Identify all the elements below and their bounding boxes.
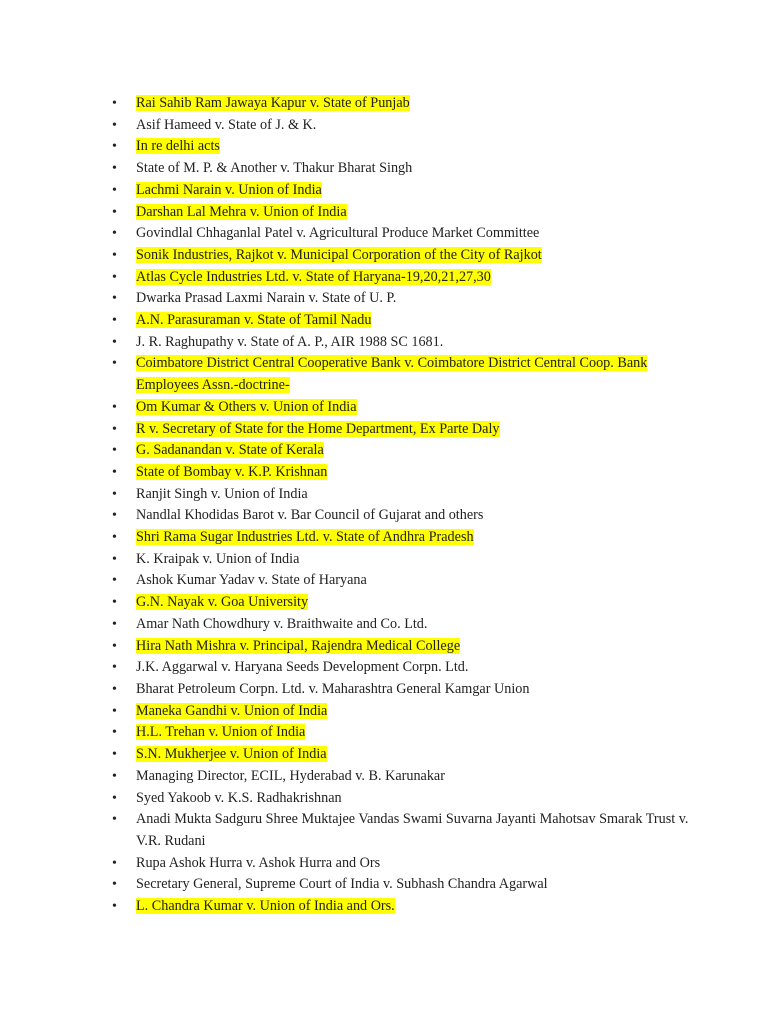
bullet-icon: • — [112, 421, 117, 437]
list-item — [112, 440, 712, 462]
bullet-icon: • — [112, 356, 117, 372]
list-item — [112, 310, 712, 332]
list-item — [112, 809, 696, 852]
list-item — [112, 853, 712, 875]
bullet-icon: • — [112, 334, 117, 350]
bullet-icon: • — [112, 768, 117, 784]
bullet-icon: • — [112, 530, 117, 546]
bullet-icon: • — [112, 269, 117, 285]
bullet-icon: • — [112, 638, 117, 654]
case-name: Rupa Ashok Hurra v. Ashok Hurra and Ors — [136, 854, 381, 871]
bullet-icon: • — [112, 508, 117, 524]
bullet-icon: • — [112, 681, 117, 697]
bullet-icon: • — [112, 204, 117, 220]
list-item — [112, 288, 712, 310]
bullet-icon: • — [112, 182, 117, 198]
bullet-icon: • — [112, 443, 117, 459]
bullet-icon: • — [112, 551, 117, 567]
highlighted-case-name: Rai Sahib Ram Jawaya Kapur v. State of Punjab — [136, 95, 410, 111]
bullet-icon: • — [112, 247, 117, 263]
bullet-icon: • — [112, 291, 117, 307]
highlighted-case-name: State of Bombay v. K.P. Krishnan — [136, 463, 328, 480]
list-item — [112, 722, 712, 744]
case-name: J.K. Aggarwal v. Haryana Seeds Development Corpn. Ltd. — [136, 659, 469, 676]
bullet-icon: • — [112, 660, 117, 676]
list-item — [112, 679, 712, 701]
case-name: Managing Director, ECIL, Hyderabad v. B. Karunakar — [136, 767, 445, 784]
highlighted-case-name: Atlas Cycle Industries Ltd. v. State of Haryana-19,20,21,27,30 — [136, 268, 491, 285]
bullet-icon: • — [112, 464, 117, 480]
case-list — [112, 93, 712, 918]
highlighted-case-name: S.N. Mukherjee v. Union of India — [136, 746, 327, 763]
case-name: Syed Yakoob v. K.S. Radhakrishnan — [136, 789, 342, 806]
bullet-icon: • — [112, 877, 117, 893]
case-name: Ranjit Singh v. Union of India — [136, 485, 308, 502]
bullet-icon: • — [112, 812, 117, 828]
case-name: K. Kraipak v. Union of India — [136, 550, 300, 567]
bullet-icon: • — [112, 226, 117, 242]
bullet-icon: • — [112, 161, 117, 177]
case-name: Nandlal Khodidas Barot v. Bar Council of Gujarat and others — [136, 507, 484, 524]
highlighted-case-name: Shri Rama Sugar Industries Ltd. v. State of Andhra Pradesh — [136, 529, 474, 546]
bullet-icon: • — [112, 486, 117, 502]
list-item — [112, 549, 712, 571]
highlighted-case-name: In re delhi acts — [136, 138, 220, 155]
bullet-icon: • — [112, 855, 117, 871]
case-name: Asif Hameed v. State of J. & K. — [136, 116, 317, 133]
list-item — [112, 484, 712, 506]
bullet-icon: • — [112, 399, 117, 415]
bullet-icon: • — [112, 595, 117, 611]
case-name: J. R. Raghupathy v. State of A. P., AIR 1988 SC 1681. — [136, 333, 444, 350]
list-item — [112, 397, 712, 419]
highlighted-case-name: Maneka Gandhi v. Union of India — [136, 702, 328, 719]
list-item — [112, 744, 712, 766]
highlighted-case-name: G.N. Nayak v. Goa University — [136, 594, 309, 611]
highlighted-case-name: G. Sadanandan v. State of Kerala — [136, 442, 324, 459]
highlighted-case-name: Darshan Lal Mehra v. Union of India — [136, 203, 347, 220]
highlighted-case-name: L. Chandra Kumar v. Union of India and Ors. — [136, 898, 395, 915]
list-item — [112, 419, 712, 441]
list-item — [112, 570, 712, 592]
list-item — [112, 527, 712, 549]
bullet-icon: • — [112, 747, 117, 763]
list-item — [112, 332, 712, 354]
highlighted-case-name: Sonik Industries, Rajkot v. Municipal Corporation of the City of Rajkot — [136, 246, 542, 263]
case-name: State of M. P. & Another v. Thakur Bharat Singh — [136, 160, 413, 177]
list-item — [112, 766, 712, 788]
list-item — [112, 636, 712, 658]
case-name: Amar Nath Chowdhury v. Braithwaite and Co. Ltd. — [136, 615, 428, 632]
highlighted-case-name: H.L. Trehan v. Union of India — [136, 724, 306, 741]
highlighted-case-name: A.N. Parasuraman v. State of Tamil Nadu — [136, 312, 372, 329]
bullet-icon: • — [112, 703, 117, 719]
bullet-icon: • — [112, 573, 117, 589]
bullet-icon: • — [112, 725, 117, 741]
case-name: Anadi Mukta Sadguru Shree Muktajee Vandas Swami Suvarna Jayanti Mahotsav Smarak Trust v. V.R. Rudani — [136, 811, 689, 849]
highlighted-case-name: Om Kumar & Others v. Union of India — [136, 398, 357, 415]
list-item — [112, 353, 696, 396]
list-item — [112, 202, 712, 224]
list-item — [112, 592, 712, 614]
list-item — [112, 158, 712, 180]
bullet-icon: • — [112, 790, 117, 806]
list-item — [112, 115, 712, 137]
list-item — [112, 245, 712, 267]
list-item — [112, 657, 712, 679]
case-name: Dwarka Prasad Laxmi Narain v. State of U. P. — [136, 290, 397, 307]
list-item — [112, 180, 712, 202]
bullet-icon: • — [112, 899, 117, 915]
list-item — [112, 93, 712, 115]
list-item — [112, 896, 712, 918]
highlighted-case-name: Hira Nath Mishra v. Principal, Rajendra Medical College — [136, 637, 461, 654]
list-item — [112, 136, 712, 158]
case-name: Govindlal Chhaganlal Patel v. Agricultural Produce Market Committee — [136, 225, 540, 242]
bullet-icon: • — [112, 96, 117, 111]
case-name: Ashok Kumar Yadav v. State of Haryana — [136, 572, 367, 589]
list-item — [112, 874, 712, 896]
bullet-icon: • — [112, 139, 117, 155]
case-name: Bharat Petroleum Corpn. Ltd. v. Maharashtra General Kamgar Union — [136, 680, 530, 697]
highlighted-case-name: Lachmi Narain v. Union of India — [136, 181, 322, 198]
highlighted-case-name: Coimbatore District Central Cooperative Bank v. Coimbatore District Central Coop. Bank Employees Assn.-doctrine- — [136, 355, 648, 394]
list-item — [112, 505, 712, 527]
case-name: Secretary General, Supreme Court of India v. Subhash Chandra Agarwal — [136, 876, 548, 893]
list-item — [112, 788, 712, 810]
list-item — [112, 223, 712, 245]
list-item — [112, 267, 712, 289]
list-item — [112, 701, 712, 723]
bullet-icon: • — [112, 616, 117, 632]
highlighted-case-name: R v. Secretary of State for the Home Department, Ex Parte Daly — [136, 420, 500, 437]
bullet-icon: • — [112, 313, 117, 329]
bullet-icon: • — [112, 117, 117, 133]
list-item — [112, 614, 712, 636]
list-item — [112, 462, 712, 484]
